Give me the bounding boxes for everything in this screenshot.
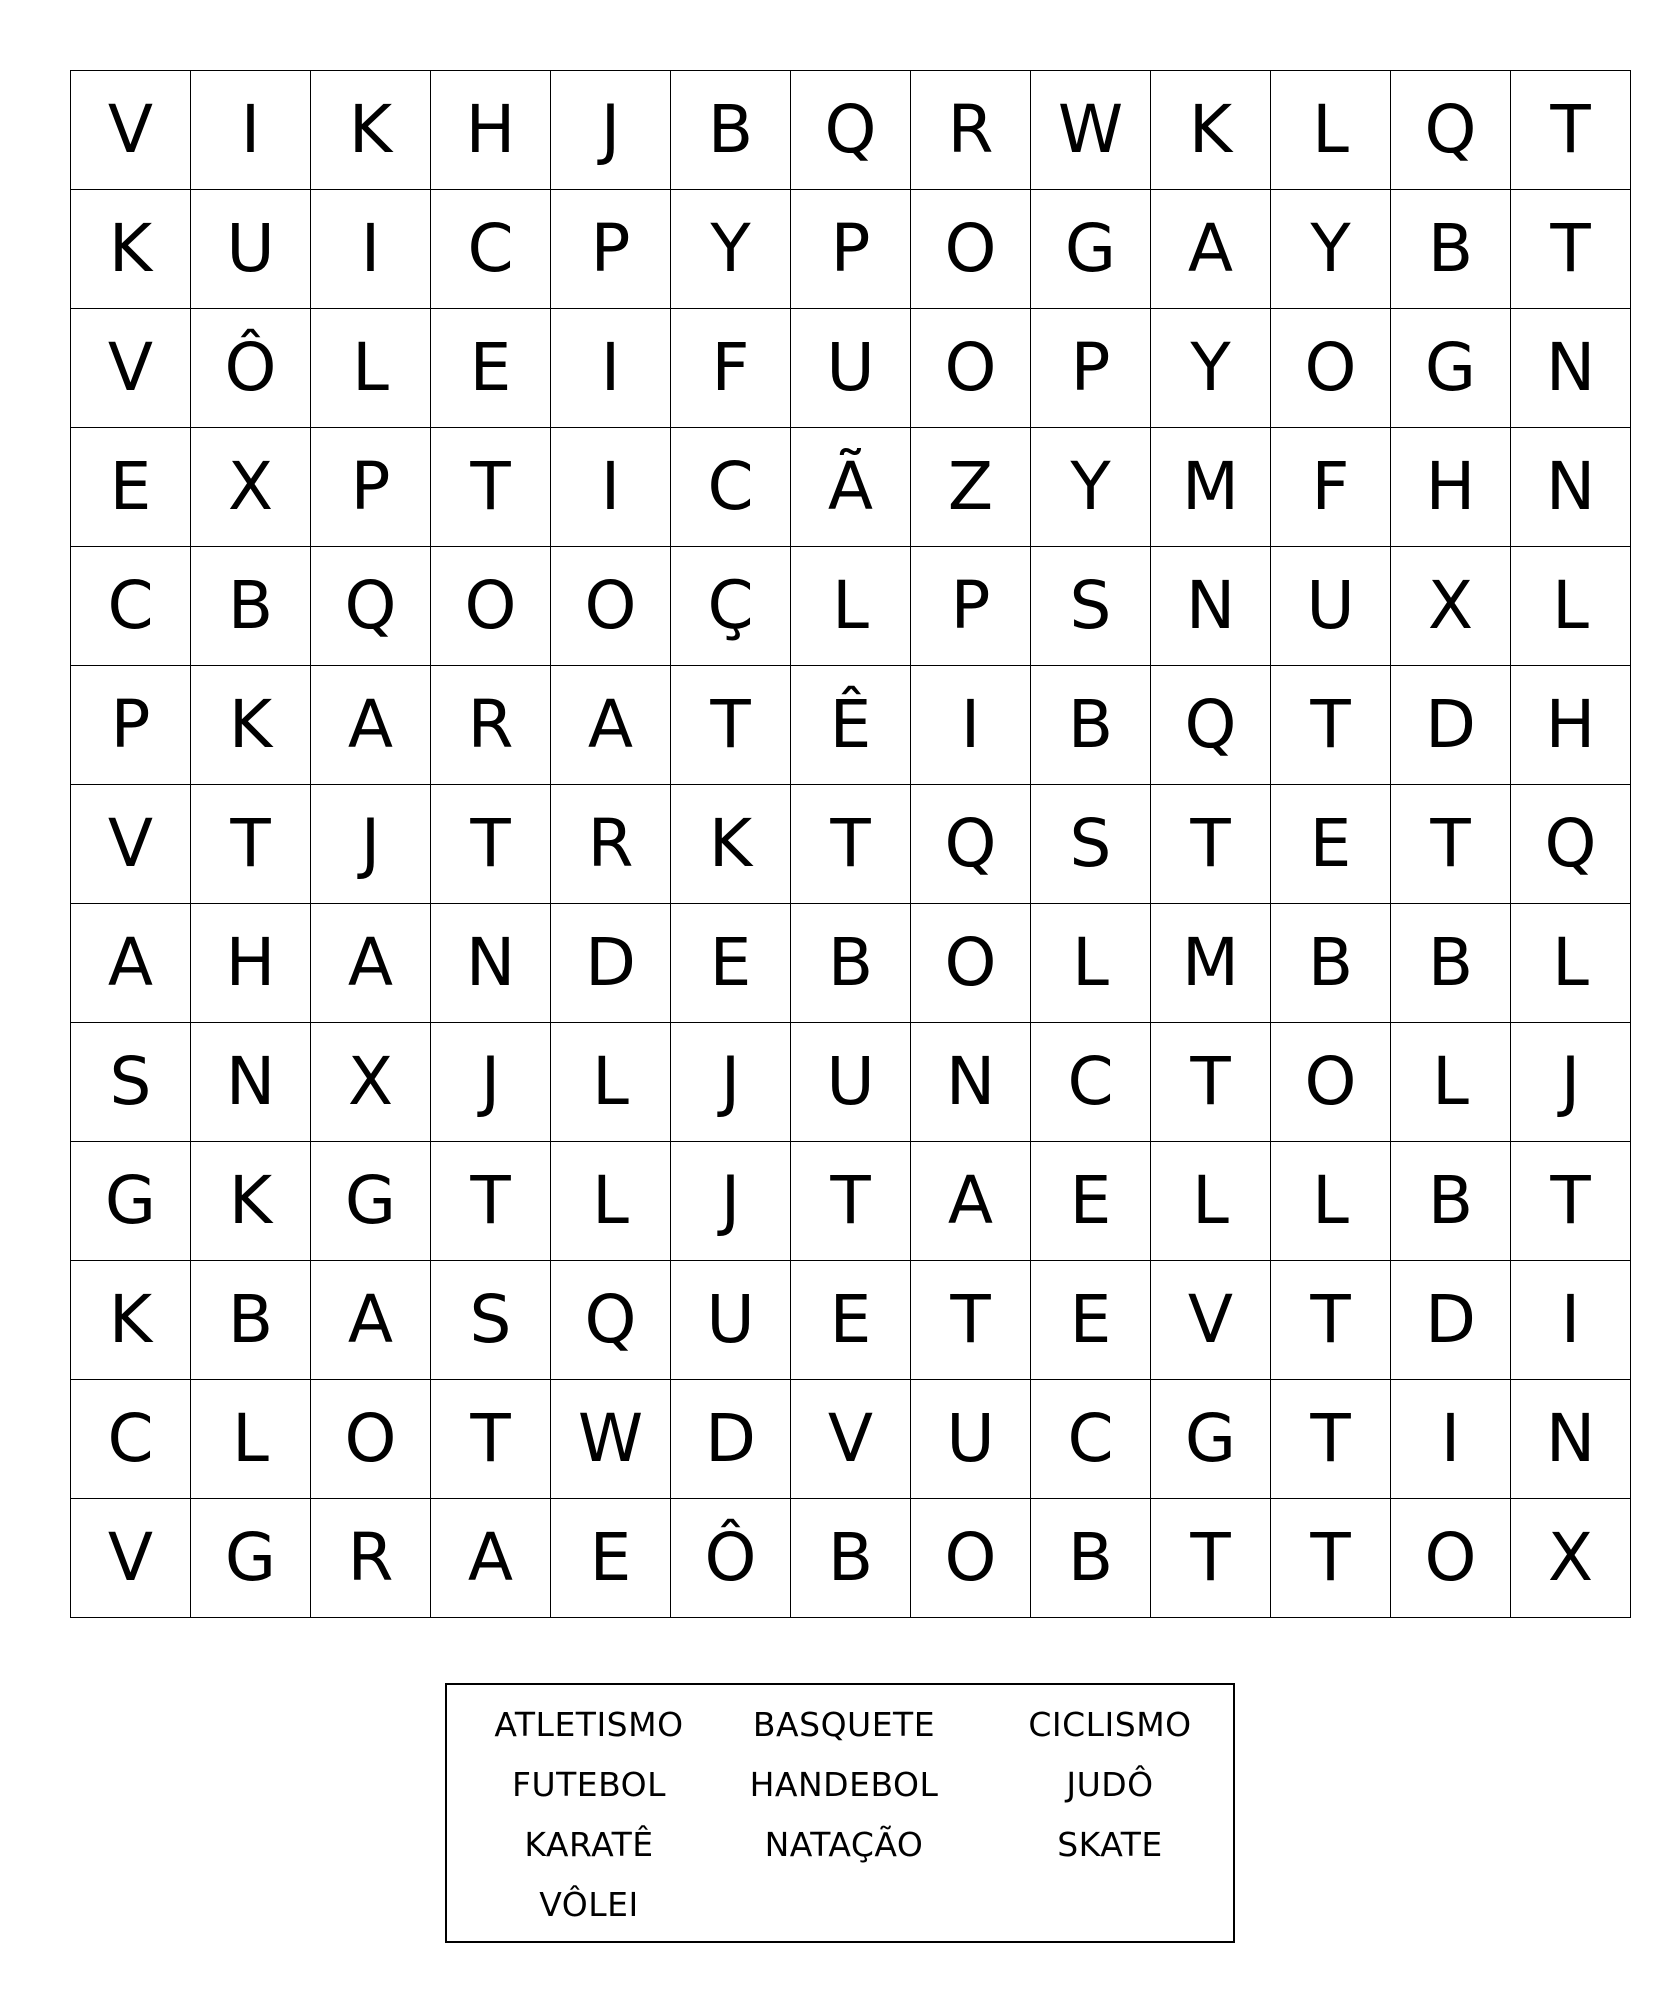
letter-cell[interactable]: G xyxy=(71,1142,191,1261)
letter-cell[interactable]: G xyxy=(191,1499,311,1618)
letter-cell[interactable]: O xyxy=(311,1380,431,1499)
letter-cell[interactable]: A xyxy=(311,904,431,1023)
letter-cell[interactable]: T xyxy=(431,428,551,547)
word-list xyxy=(467,1703,1243,1927)
letter-cell[interactable]: Q xyxy=(311,547,431,666)
grid-row xyxy=(71,1261,1631,1380)
letter-cell[interactable]: V xyxy=(71,1499,191,1618)
letter-cell[interactable]: C xyxy=(431,190,551,309)
letter-cell[interactable]: K xyxy=(71,1261,191,1380)
letter-cell[interactable]: R xyxy=(911,71,1031,190)
letter-cell[interactable]: V xyxy=(71,71,191,190)
letter-cell[interactable]: L xyxy=(791,547,911,666)
letter-cell[interactable]: T xyxy=(1151,1023,1271,1142)
letter-cell[interactable]: J xyxy=(311,785,431,904)
letter-cell[interactable]: J xyxy=(671,1142,791,1261)
letter-cell[interactable]: X xyxy=(1511,1499,1631,1618)
word-bank xyxy=(445,1683,1235,1943)
grid-row xyxy=(71,190,1631,309)
letter-cell[interactable]: B xyxy=(1391,190,1511,309)
letter-cell[interactable]: L xyxy=(1271,1142,1391,1261)
letter-cell[interactable]: U xyxy=(191,190,311,309)
letter-cell[interactable]: R xyxy=(311,1499,431,1618)
letter-cell[interactable]: P xyxy=(1031,309,1151,428)
letter-cell[interactable]: X xyxy=(311,1023,431,1142)
letter-cell[interactable]: E xyxy=(431,309,551,428)
word-bank-item: BASQUETE xyxy=(752,1705,936,1744)
letter-cell[interactable]: G xyxy=(1031,190,1151,309)
letter-cell[interactable]: D xyxy=(671,1380,791,1499)
letter-cell[interactable]: L xyxy=(191,1380,311,1499)
letter-cell[interactable]: Y xyxy=(671,190,791,309)
word-bank-item: CICLISMO xyxy=(1028,1705,1192,1744)
letter-cell[interactable]: T xyxy=(1511,1142,1631,1261)
letter-cell[interactable]: V xyxy=(791,1380,911,1499)
grid-row xyxy=(71,309,1631,428)
letter-cell[interactable]: O xyxy=(911,309,1031,428)
grid-row xyxy=(71,428,1631,547)
letter-cell[interactable]: T xyxy=(1511,71,1631,190)
word-bank-item: ATLETISMO xyxy=(494,1705,684,1744)
letter-cell[interactable]: O xyxy=(911,904,1031,1023)
letter-cell[interactable]: X xyxy=(1391,547,1511,666)
letter-cell[interactable]: C xyxy=(71,1380,191,1499)
letter-cell[interactable]: O xyxy=(1271,1023,1391,1142)
word-bank-item: JUDÔ xyxy=(1066,1765,1154,1804)
letter-cell[interactable]: Ã xyxy=(791,428,911,547)
letter-cell[interactable]: R xyxy=(431,666,551,785)
letter-cell[interactable]: F xyxy=(1271,428,1391,547)
letter-cell[interactable]: Ç xyxy=(671,547,791,666)
letter-cell[interactable]: L xyxy=(551,1142,671,1261)
letter-cell[interactable]: U xyxy=(1271,547,1391,666)
letter-cell[interactable]: K xyxy=(191,1142,311,1261)
letter-cell[interactable]: S xyxy=(431,1261,551,1380)
letter-cell[interactable]: T xyxy=(1271,1499,1391,1618)
letter-cell[interactable]: T xyxy=(1151,785,1271,904)
letter-cell[interactable]: T xyxy=(431,1142,551,1261)
letter-cell[interactable]: Q xyxy=(1151,666,1271,785)
letter-cell[interactable]: B xyxy=(1271,904,1391,1023)
letter-cell[interactable]: C xyxy=(1031,1023,1151,1142)
word-bank-item: NATAÇÃO xyxy=(764,1825,924,1864)
letter-cell[interactable]: A xyxy=(911,1142,1031,1261)
letter-cell[interactable]: N xyxy=(1151,547,1271,666)
letter-cell[interactable]: L xyxy=(551,1023,671,1142)
letter-cell[interactable]: G xyxy=(1391,309,1511,428)
letter-cell[interactable]: T xyxy=(431,785,551,904)
letter-cell[interactable]: K xyxy=(191,666,311,785)
letter-cell[interactable]: L xyxy=(1031,904,1151,1023)
letter-cell[interactable]: A xyxy=(311,1261,431,1380)
letter-cell[interactable]: B xyxy=(1391,904,1511,1023)
letter-cell[interactable]: W xyxy=(551,1380,671,1499)
letter-cell[interactable]: B xyxy=(791,1499,911,1618)
word-bank-item: FUTEBOL xyxy=(511,1765,667,1804)
letter-cell[interactable]: Q xyxy=(791,71,911,190)
letter-cell[interactable]: E xyxy=(551,1499,671,1618)
letter-cell[interactable]: I xyxy=(191,71,311,190)
letter-cell[interactable]: L xyxy=(1511,547,1631,666)
letter-cell[interactable]: N xyxy=(191,1023,311,1142)
letter-cell[interactable]: V xyxy=(71,309,191,428)
grid-body xyxy=(71,71,1631,1618)
letter-cell[interactable]: T xyxy=(1271,1380,1391,1499)
letter-cell[interactable]: E xyxy=(1271,785,1391,904)
letter-cell[interactable]: I xyxy=(1511,1261,1631,1380)
letter-cell[interactable]: O xyxy=(551,547,671,666)
letter-cell[interactable]: B xyxy=(1031,1499,1151,1618)
letter-cell[interactable]: O xyxy=(1391,1499,1511,1618)
letter-cell[interactable]: B xyxy=(191,1261,311,1380)
letter-cell[interactable]: Y xyxy=(1031,428,1151,547)
letter-cell[interactable]: T xyxy=(671,666,791,785)
letter-cell[interactable]: K xyxy=(1151,71,1271,190)
letter-cell[interactable]: Z xyxy=(911,428,1031,547)
letter-cell[interactable]: T xyxy=(191,785,311,904)
grid-row xyxy=(71,547,1631,666)
letter-cell[interactable]: T xyxy=(1271,666,1391,785)
letter-cell[interactable]: A xyxy=(71,904,191,1023)
letter-cell[interactable]: O xyxy=(1271,309,1391,428)
letter-cell[interactable]: U xyxy=(791,1023,911,1142)
letter-cell[interactable]: Y xyxy=(1151,309,1271,428)
letter-cell[interactable]: U xyxy=(671,1261,791,1380)
letter-cell[interactable]: M xyxy=(1151,904,1271,1023)
letter-cell[interactable]: S xyxy=(71,1023,191,1142)
letter-cell[interactable]: B xyxy=(671,71,791,190)
letter-cell[interactable]: R xyxy=(551,785,671,904)
letter-cell[interactable]: T xyxy=(1151,1499,1271,1618)
letter-cell[interactable]: W xyxy=(1031,71,1151,190)
letter-cell[interactable]: K xyxy=(71,190,191,309)
letter-cell[interactable]: S xyxy=(1031,785,1151,904)
word-search-grid xyxy=(70,70,1631,1618)
letter-cell[interactable]: E xyxy=(671,904,791,1023)
letter-cell[interactable]: T xyxy=(431,1380,551,1499)
letter-cell[interactable]: C xyxy=(671,428,791,547)
letter-cell[interactable]: Ê xyxy=(791,666,911,785)
letter-cell[interactable]: H xyxy=(431,71,551,190)
letter-cell[interactable]: N xyxy=(431,904,551,1023)
letter-cell[interactable]: C xyxy=(71,547,191,666)
letter-cell[interactable]: A xyxy=(1151,190,1271,309)
letter-cell[interactable]: Q xyxy=(1511,785,1631,904)
letter-cell[interactable]: A xyxy=(551,666,671,785)
letter-cell[interactable]: Q xyxy=(911,785,1031,904)
letter-cell[interactable]: J xyxy=(431,1023,551,1142)
letter-cell[interactable]: V xyxy=(71,785,191,904)
letter-cell[interactable]: Ô xyxy=(191,309,311,428)
letter-cell[interactable]: N xyxy=(911,1023,1031,1142)
letter-cell[interactable]: L xyxy=(1271,71,1391,190)
letter-cell[interactable]: T xyxy=(791,1142,911,1261)
letter-cell[interactable]: A xyxy=(311,666,431,785)
letter-cell[interactable]: K xyxy=(311,71,431,190)
letter-cell[interactable]: E xyxy=(1031,1261,1151,1380)
letter-cell[interactable]: I xyxy=(311,190,431,309)
letter-cell[interactable]: K xyxy=(671,785,791,904)
letter-cell[interactable]: T xyxy=(1271,1261,1391,1380)
letter-cell[interactable]: O xyxy=(911,1499,1031,1618)
letter-cell[interactable]: U xyxy=(911,1380,1031,1499)
letter-cell[interactable]: F xyxy=(671,309,791,428)
letter-cell[interactable]: E xyxy=(791,1261,911,1380)
grid-row xyxy=(71,1023,1631,1142)
grid-row xyxy=(71,904,1631,1023)
letter-cell[interactable]: I xyxy=(1391,1380,1511,1499)
letter-cell[interactable]: L xyxy=(311,309,431,428)
letter-cell[interactable]: B xyxy=(191,547,311,666)
grid-row xyxy=(71,1142,1631,1261)
letter-cell[interactable]: I xyxy=(551,428,671,547)
letter-cell[interactable]: Y xyxy=(1271,190,1391,309)
letter-cell[interactable]: M xyxy=(1151,428,1271,547)
letter-cell[interactable]: Q xyxy=(1391,71,1511,190)
grid-row xyxy=(71,1380,1631,1499)
letter-cell[interactable]: P xyxy=(911,547,1031,666)
letter-cell[interactable]: U xyxy=(791,309,911,428)
letter-cell[interactable]: A xyxy=(431,1499,551,1618)
letter-cell[interactable]: J xyxy=(551,71,671,190)
letter-cell[interactable]: T xyxy=(1511,190,1631,309)
letter-cell[interactable]: D xyxy=(1391,666,1511,785)
word-bank-item: VÔLEI xyxy=(539,1885,639,1924)
letter-cell[interactable]: P xyxy=(311,428,431,547)
letter-cell[interactable]: V xyxy=(1151,1261,1271,1380)
grid-row xyxy=(71,71,1631,190)
letter-cell[interactable]: G xyxy=(1151,1380,1271,1499)
word-bank-item: KARATÊ xyxy=(524,1825,654,1864)
letter-cell[interactable]: O xyxy=(431,547,551,666)
letter-cell[interactable]: D xyxy=(551,904,671,1023)
letter-cell[interactable]: T xyxy=(911,1261,1031,1380)
letter-cell[interactable]: G xyxy=(311,1142,431,1261)
letter-cell[interactable]: I xyxy=(551,309,671,428)
letter-cell[interactable]: Q xyxy=(551,1261,671,1380)
letter-cell[interactable]: B xyxy=(1031,666,1151,785)
letter-cell[interactable]: L xyxy=(1511,904,1631,1023)
letter-cell[interactable]: P xyxy=(791,190,911,309)
letter-cell[interactable]: C xyxy=(1031,1380,1151,1499)
letter-cell[interactable]: H xyxy=(1511,666,1631,785)
letter-cell[interactable]: N xyxy=(1511,309,1631,428)
letter-cell[interactable]: P xyxy=(551,190,671,309)
word-bank-item: HANDEBOL xyxy=(749,1765,939,1804)
letter-cell[interactable]: P xyxy=(71,666,191,785)
letter-cell[interactable]: N xyxy=(1511,1380,1631,1499)
letter-cell[interactable]: L xyxy=(1391,1023,1511,1142)
letter-cell[interactable]: Ô xyxy=(671,1499,791,1618)
letter-cell[interactable]: E xyxy=(71,428,191,547)
word-bank-item: SKATE xyxy=(1057,1825,1163,1864)
letter-cell[interactable]: O xyxy=(911,190,1031,309)
letter-cell[interactable]: N xyxy=(1511,428,1631,547)
letter-cell[interactable]: J xyxy=(671,1023,791,1142)
letter-cell[interactable]: T xyxy=(1391,785,1511,904)
letter-cell[interactable]: D xyxy=(1391,1261,1511,1380)
letter-cell[interactable]: S xyxy=(1031,547,1151,666)
letter-cell[interactable]: H xyxy=(1391,428,1511,547)
grid-row xyxy=(71,666,1631,785)
grid-row xyxy=(71,785,1631,904)
letter-cell[interactable]: J xyxy=(1511,1023,1631,1142)
letter-cell[interactable]: T xyxy=(791,785,911,904)
letter-cell[interactable]: B xyxy=(791,904,911,1023)
letter-cell[interactable]: B xyxy=(1391,1142,1511,1261)
letter-cell[interactable]: L xyxy=(1151,1142,1271,1261)
letter-cell[interactable]: X xyxy=(191,428,311,547)
letter-cell[interactable]: E xyxy=(1031,1142,1151,1261)
letter-cell[interactable]: H xyxy=(191,904,311,1023)
grid-row xyxy=(71,1499,1631,1618)
letter-cell[interactable]: I xyxy=(911,666,1031,785)
